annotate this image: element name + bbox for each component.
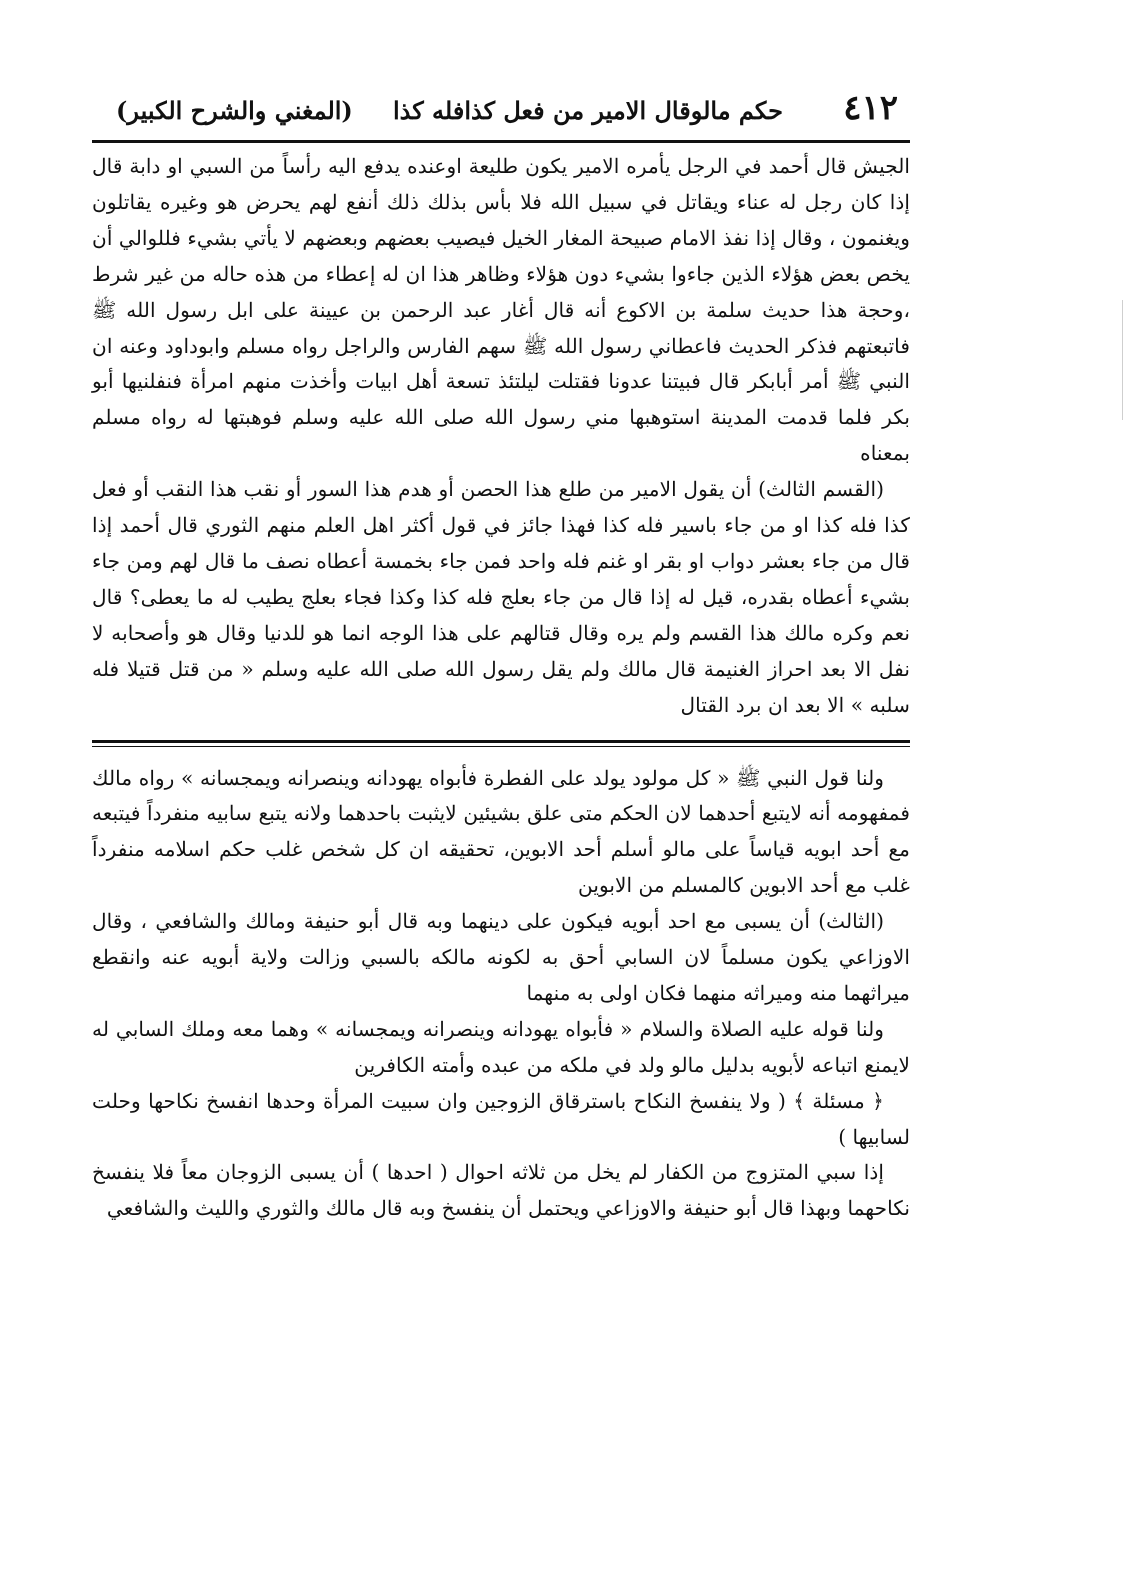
paragraph: إذا سبي المتزوج من الكفار لم يخل من ثلاثه احوال ( احدها ) أن يسبى الزوجان معاً فلا ينفسخ نكاحهما وبهذا قال أبو حنيفة والاوزاعي ويحتمل أن ينفسخ وبه قال مالك والثوري والليث والشافعي bbox=[92, 1160, 910, 1221]
page-header bbox=[92, 88, 910, 138]
section-divider bbox=[92, 740, 910, 747]
header-rule bbox=[92, 140, 910, 143]
upper-text-block bbox=[92, 149, 910, 724]
paragraph: (الثالث) أن يسبى مع احد أبويه فيكون على دينهما وبه قال أبو حنيفة ومالك والشافعي ، وقال الاوزاعي يكون مسلماً لان السابي أحق به لكونه مالكه بالسبي وزالت ولاية أبويه عنه وانقطع ميراثهما منه وميراثه منهما فكان اولى به منهما bbox=[92, 909, 910, 1005]
running-title: حكم مالوقال الامير من فعل كذافله كذا bbox=[392, 96, 783, 125]
paragraph: الجيش قال أحمد في الرجل يأمره الامير يكون طليعة اوعنده يدفع اليه رأساً من السبي او دابة قال إذا كان رجل له عناء ويقاتل في سبيل الله فلا بأس بذلك ذلك أنفع لهم يحرض هو وغيره يقاتلون ويغنمون ، وقال إذا نفذ الامام صبيحة المغار الخيل فيصيب بعضهم وبعضهم لا يأتي بشيء فللوالي أن يخص بعض هؤلاء الذين جاءوا بشيء دون هؤلاء وظاهر هذا ان له إعطاء من هذه حاله من غير شرط ،وحجة هذا حديث سلمة بن الاكوع أنه قال أغار عبد الرحمن بن عيينة على ابل رسول الله ﷺ فاتبعتهم فذكر الحديث فاعطاني رسول الله ﷺ سهم الفارس والراجل رواه مسلم وابوداود وعنه ان النبي ﷺ أمر أبابكر قال فبيتنا عدونا فقتلت ليلتئذ تسعة أهل ابيات وأخذت منهم امرأة فنفلنيها أبو بكر فلما قدمت المدينة استوهبها مني رسول الله صلى الله عليه وسلم فوهبتها له رواه مسلم بمعناه bbox=[92, 154, 910, 466]
lower-text-block bbox=[92, 761, 910, 1228]
margin-mark bbox=[1122, 300, 1123, 420]
issue-heading-paragraph: ﴿ مسئلة ﴾ ( ولا ينفسخ النكاح باسترقاق الزوجين وان سبيت المرأة وحدها انفسخ نكاحها وحلت لسابيها ) bbox=[92, 1088, 910, 1149]
book-page bbox=[92, 88, 910, 1227]
paragraph: (القسم الثالث) أن يقول الامير من طلع هذا الحصن أو هدم هذا السور أو نقب هذا النقب أو فعل كذا فله كذا او من جاء باسير فله كذا فهذا جائز في قول أكثر اهل العلم منهم الثوري قال أحمد إذا قال من جاء بعشر دواب او بقر او غنم فله واحد فمن جاء بخمسة أعطاه نصف ما قال لهم ومن جاء بشيء أعطاه بقدره، قيل له إذا قال من جاء بعلج فله كذا وكذا فجاء بعلج يطيب له ما يعطى؟ قال نعم وكره مالك هذا القسم ولم يره وقال قتالهم على هذا الوجه انما هو للدنيا وقال هو وأصحابه لا نفل الا بعد احراز الغنيمة قال مالك ولم يقل رسول الله صلى الله عليه وسلم « من قتل قتيلا فله سلبه » الا بعد ان برد القتال bbox=[92, 477, 910, 717]
paragraph: ولنا قوله عليه الصلاة والسلام « فأبواه يهودانه وينصرانه ويمجسانه » وهما معه وملك السابي له لايمنع اتباعه لأبويه بدليل مالو ولد في ملكه من عبده وأمته الكافرين bbox=[92, 1016, 910, 1077]
paragraph: ولنا قول النبي ﷺ « كل مولود يولد على الفطرة فأبواه يهودانه وينصرانه ويمجسانه » رواه مالك فمفهومه أنه لايتبع أحدهما لان الحكم متى علق بشيئين لايثبت باحدهما ولانه يتبع سابيه منفرداً فيتبعه مع أحد ابويه قياساً على مالو أسلم أحد الابوين، تحقيقه ان كل شخص غلب حكم اسلامه منفرداً غلب مع أحد الابوين كالمسلم من الابوين bbox=[92, 765, 910, 898]
book-title: (المغني والشرح الكبير) bbox=[116, 96, 353, 125]
page-number: ٤١٢ bbox=[843, 88, 898, 128]
